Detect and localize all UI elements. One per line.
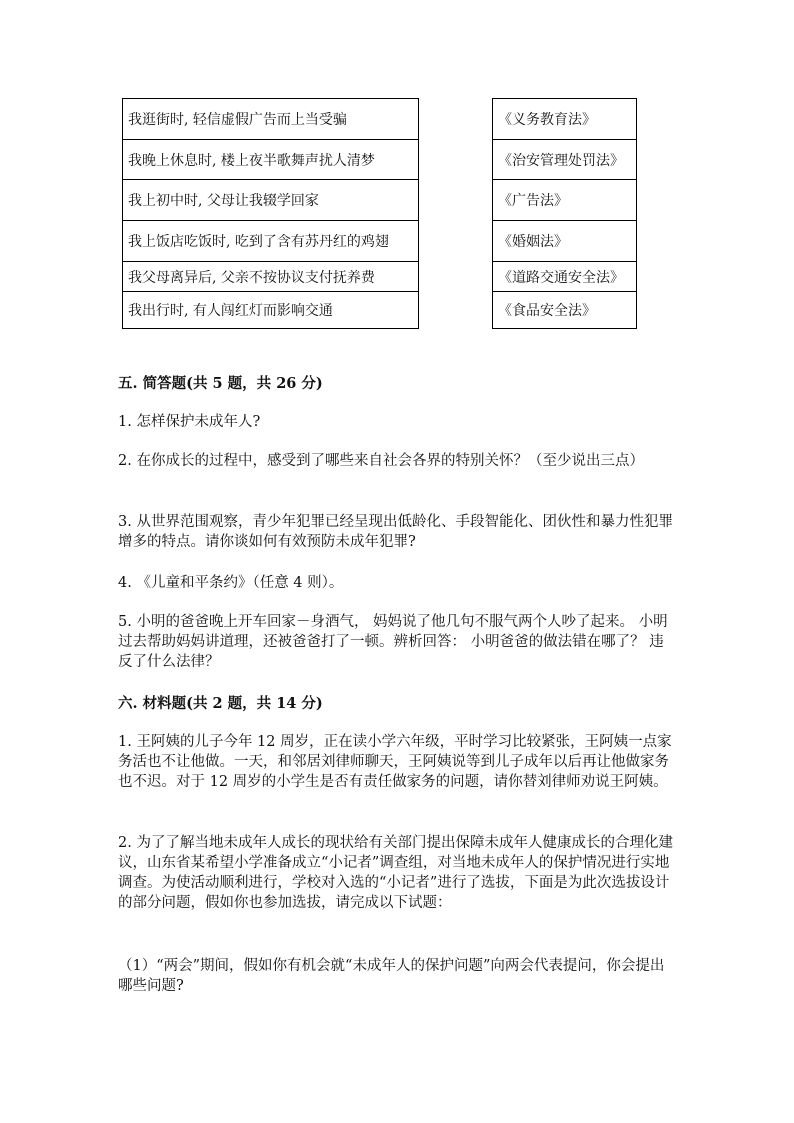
law-cell: 《食品安全法》 <box>498 303 596 319</box>
law-cell: 《义务教育法》 <box>493 99 636 140</box>
question-text: 1. 怎样保护未成年人? <box>118 414 261 430</box>
question-text: 5. 小明的爸爸晚上开车回家－身酒气， 妈妈说了他几句不服气两个人吵了起来。 小明过去帮助妈妈讲道理，还被爸爸打了一顿。辨析回答： 小明爸爸的做法错在哪了？ 违反了什么法律？ <box>118 614 668 670</box>
question-text: （1）“两会”期间，假如你有机会就“未成年人的保护问题”向两会代表提问，你会提出哪些问题? <box>118 958 665 994</box>
situation-cell: 我上初中时, 父母让我辍学回家 <box>123 180 418 221</box>
question-text: 4. 《儿童和平条约》（任意 4 则）。 <box>118 575 344 591</box>
question-text: 1. 王阿姨的儿子今年 12 周岁，正在读小学六年级，平时学习比较紧张，王阿姨一点家务活也不让他做。一天，和邻居刘律师聊天，王阿姨说等到儿子成年以后再让他做家务也不迟。对于 12 周岁的小学生是否有责任做家务的问题，请你替刘律师劝说王阿姨。 <box>118 734 672 790</box>
question-text: 2. 为了了解当地未成年人成长的现状给有关部门提出保障未成年人健康成长的合理化建议，山东省某希望小学准备成立“小记者”调查组，对当地未成年人的保护情况进行实地调查。为使活动顺利进行，学校对入选的“小记者”进行了选拔，下面是为此次选拔设计的部分问题，假如你也参加选拔，请完成以下试题： <box>118 835 673 911</box>
situation-cell: 我父母离异后, 父亲不按协议支付抚养费 <box>123 262 418 292</box>
section6-title: 六. 材料题(共 2 题，共 14 分) <box>118 695 323 712</box>
section5-title: 五. 简答题(共 5 题，共 26 分) <box>118 375 323 392</box>
law-cell: 《广告法》 <box>493 180 636 221</box>
situation-cell: 我出行时, 有人闯红灯而影响交通 <box>128 303 333 319</box>
law-cell: 《道路交通安全法》 <box>493 262 636 292</box>
law-cell: 《婚姻法》 <box>493 221 636 262</box>
situation-cell: 我上饭店吃饭时, 吃到了含有苏丹红的鸡翅 <box>123 221 418 262</box>
question-text: 3. 从世界范围观察，青少年犯罪已经呈现出低龄化、手段智能化、团伙性和暴力性犯罪增多的特点。请你谈如何有效预防未成年犯罪? <box>118 514 673 550</box>
situation-cell: 我逛街时, 轻信虚假广告而上当受骗 <box>123 99 418 140</box>
question-text: 2. 在你成长的过程中，感受到了哪些来自社会各界的特别关怀？（至少说出三点） <box>118 453 644 469</box>
situation-table <box>122 98 419 329</box>
law-table <box>492 98 637 329</box>
situation-cell: 我晚上休息时, 楼上夜半歌舞声扰人清梦 <box>123 140 418 180</box>
law-cell: 《治安管理处罚法》 <box>493 140 636 180</box>
